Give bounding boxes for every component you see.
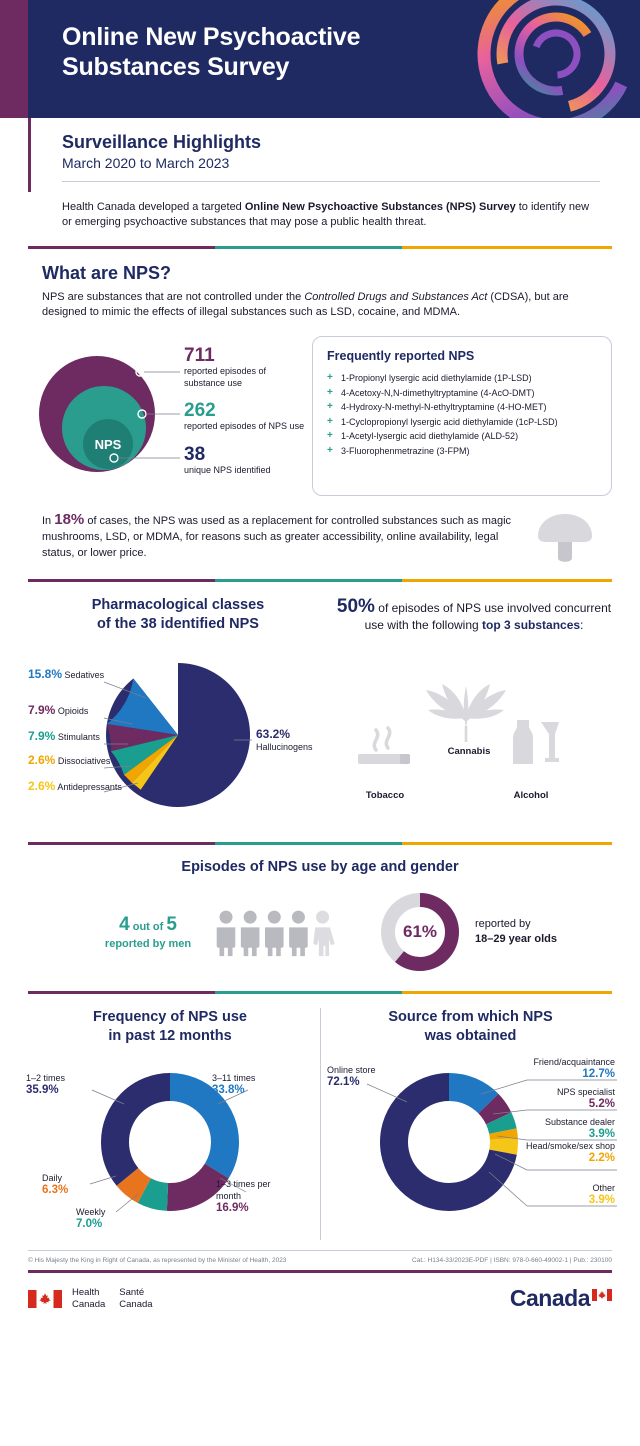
pharm-label-sedatives — [28, 668, 104, 681]
freq-label-daily — [42, 1172, 68, 1196]
bottom-charts-row — [0, 994, 640, 1240]
pharm-title-c: identified NPS — [156, 616, 259, 632]
section-divider-3 — [28, 842, 612, 845]
pharm-title-a: of the — [97, 616, 141, 632]
freq-label-3-11-times — [212, 1072, 255, 1096]
pharm-name-hallucinogens: Hallucinogens — [256, 742, 313, 752]
freq-box-list — [327, 371, 597, 458]
what-are-nps-body — [42, 290, 600, 320]
freq-name-1-2: 1–2 times — [26, 1073, 66, 1083]
intro-text-b: to identify new or emerging psychoactive substances that may pose a public health threat. — [62, 201, 590, 228]
source-title-1: Source from which NPS — [388, 1009, 553, 1025]
stat-label: unique NPS identified — [184, 464, 271, 475]
frequency-chart-block — [20, 1008, 320, 1240]
pharm-label-dissociatives — [28, 754, 110, 767]
pharm-name-antidepressants: Antidepressants — [57, 782, 122, 792]
intro-text-a: Health Canada developed a targeted — [62, 201, 245, 213]
freq-label-monthly — [216, 1178, 286, 1214]
header-accent-bar — [0, 0, 28, 118]
person-icon-light — [313, 911, 334, 957]
person-icon — [265, 911, 284, 957]
pharm-title-count: 38 — [140, 616, 157, 632]
person-icon — [289, 911, 308, 957]
mushroom-icon — [528, 506, 602, 570]
footer-meta — [0, 1251, 640, 1264]
source-label-specialist — [507, 1086, 615, 1110]
concurrent-text-a: of episodes of NPS use involved concurrent use with the following — [364, 601, 612, 632]
men-ratio-label: reported by men — [104, 938, 192, 950]
page-title: Online New Psychoactive Substances Survey — [62, 23, 361, 81]
pharm-value-hallucinogens: 63.2% — [256, 727, 291, 741]
freq-name-monthly: 1–3 times per month — [216, 1179, 271, 1201]
pharm-name-opioids: Opioids — [57, 706, 89, 716]
list-item: + 1-Acetyl-lysergic acid diethylamide (ALD-52) — [327, 429, 597, 444]
source-value-specialist: 5.2% — [588, 1098, 615, 1110]
date-range: March 2020 to March 2023 — [62, 155, 230, 171]
frequently-reported-nps-box — [312, 336, 612, 496]
pharm-label-stimulants — [28, 730, 100, 743]
nps-body-b: (CDSA), but are designed to mimic the effects of illegal substances such as LSD, cocaine, and MDMA. — [42, 291, 569, 318]
source-name-specialist: NPS specialist — [556, 1087, 615, 1097]
subtitle-band — [0, 118, 640, 192]
canada-wordmark-flag-icon — [592, 1289, 612, 1301]
freq-name-daily: Daily — [42, 1173, 63, 1183]
source-value-dealer: 3.9% — [588, 1128, 615, 1140]
replacement-percent: 18% — [54, 511, 85, 528]
pharm-label-antidepressants — [28, 780, 122, 793]
freq-value-daily: 6.3% — [42, 1184, 69, 1196]
pharm-pie-chart — [28, 640, 328, 830]
frequency-donut-chart — [20, 1050, 320, 1240]
pharm-value-antidepressants: 2.6% — [28, 779, 56, 793]
freq-name-3-11: 3–11 times — [212, 1073, 256, 1083]
divider — [62, 181, 600, 182]
stat-nps-use — [184, 401, 306, 433]
source-value-friend: 12.7% — [582, 1068, 615, 1080]
source-chart-block — [320, 1008, 620, 1240]
canada-wordmark-text: Canada — [509, 1285, 590, 1311]
age-gender-section — [0, 859, 640, 975]
subtitle: Surveillance Highlights — [62, 132, 262, 152]
list-item: + 1-Propionyl lysergic acid diethylamide (1P-LSD) — [327, 371, 597, 386]
venn-stats — [184, 336, 306, 496]
replacement-prefix: In — [42, 515, 55, 527]
health-canada-signature — [28, 1287, 153, 1311]
freq-label-1-2-times — [26, 1072, 65, 1096]
stat-substance-use — [184, 346, 306, 389]
venn-stats-row — [34, 336, 612, 496]
age-gender-title: Episodes of NPS use by age and gender — [181, 859, 459, 875]
concurrent-heading — [336, 598, 612, 634]
list-item: + 4-Hydroxy-N-methyl-N-ethyltryptamine (4-HO-MET) — [327, 400, 597, 415]
replacement-text: of cases, the NPS was used as a replacement for controlled substances such as magic mushrooms, LSD, or MDMA, for reasons such as greater accessibility, online availability, legal status, or lower price. — [42, 515, 512, 559]
source-title — [321, 1008, 620, 1046]
pharm-label-hallucinogens — [256, 728, 328, 753]
source-name-online: Online store — [327, 1065, 376, 1075]
pharm-name-sedatives: Sedatives — [64, 670, 105, 680]
source-label-dealer — [507, 1116, 615, 1140]
pharm-column — [28, 596, 328, 830]
freq-box-title: Frequently reported NPS — [327, 349, 475, 363]
health-canada-wordmark — [72, 1287, 153, 1311]
pharm-value-dissociatives: 2.6% — [28, 753, 56, 767]
swirl-graphic — [464, 0, 634, 118]
canada-wordmark — [510, 1285, 612, 1312]
freq-label-weekly — [76, 1206, 105, 1230]
footer-copyright: © His Majesty the King in Right of Canada, as represented by the Minister of Health, 2023 — [28, 1257, 287, 1264]
freq-name-weekly: Weekly — [76, 1207, 106, 1217]
freq-value-3-11: 33.8% — [212, 1084, 245, 1096]
caption-tobacco: Tobacco — [365, 790, 405, 801]
stat-label: reported episodes of substance use — [184, 366, 267, 388]
freq-value-1-2: 35.9% — [26, 1084, 59, 1096]
source-name-dealer: Substance dealer — [544, 1117, 615, 1127]
concurrent-column — [328, 596, 612, 830]
freq-value-monthly: 16.9% — [216, 1202, 249, 1214]
source-value-online: 72.1% — [327, 1076, 360, 1088]
men-num-2: 5 — [166, 914, 177, 935]
source-name-shop: Head/smoke/sex shop — [525, 1141, 615, 1151]
footer-branding — [0, 1273, 640, 1312]
source-value-other: 3.9% — [588, 1194, 615, 1206]
pharm-title-line1: Pharmacological classes — [91, 597, 265, 613]
list-item: + 4-Acetoxy-N,N-dimethyltryptamine (4-AcO-DMT) — [327, 386, 597, 401]
what-are-nps-title: What are NPS? — [42, 263, 172, 283]
hc-french: Santé Canada — [119, 1286, 153, 1310]
stat-label: reported episodes of NPS use — [184, 421, 305, 431]
intro-paragraph — [62, 200, 600, 230]
caption-alcohol: Alcohol — [513, 790, 549, 801]
replacement-paragraph — [42, 512, 612, 561]
section-divider-1 — [28, 246, 612, 249]
age-donut-note — [475, 917, 557, 947]
source-value-shop: 2.2% — [588, 1152, 615, 1164]
person-icon — [217, 911, 236, 957]
pharm-label-opioids — [28, 704, 88, 717]
source-label-other — [507, 1182, 615, 1206]
what-are-nps-section — [0, 263, 640, 496]
person-icon — [241, 911, 260, 957]
cdsa-act-name: Controlled Drugs and Substances Act — [304, 291, 488, 303]
stat-value: 711 — [184, 345, 215, 366]
age-donut-value: 61% — [403, 922, 438, 941]
frequency-title-2: in past 12 months — [108, 1028, 232, 1044]
source-label-online-store — [327, 1064, 376, 1088]
age-note-b: 18–29 year olds — [475, 933, 557, 945]
source-label-friend — [507, 1056, 615, 1080]
concurrent-substances — [336, 640, 612, 805]
men-ratio-line — [83, 914, 213, 936]
source-label-shop — [507, 1140, 615, 1164]
alcohol-icon — [513, 720, 559, 764]
cannabis-icon — [426, 684, 506, 742]
page-header — [0, 0, 640, 118]
stat-value: 38 — [184, 443, 206, 465]
concurrent-percent: 50% — [336, 596, 375, 617]
caption-cannabis: Cannabis — [447, 746, 491, 757]
stat-value: 262 — [184, 400, 216, 421]
canada-flag-icon — [28, 1290, 62, 1308]
stat-unique-nps — [184, 445, 306, 477]
pharm-concurrent-row — [0, 582, 640, 830]
hc-english: Health Canada — [72, 1286, 106, 1310]
venn-diagram — [34, 336, 184, 496]
concurrent-text-c: : — [580, 618, 584, 632]
men-ratio — [83, 914, 213, 950]
freq-value-weekly: 7.0% — [76, 1218, 103, 1230]
footer-catalogue: Cat.: H134-33/2023E-PDF | ISBN: 978-0-660-49002-1 | Pub.: 230100 — [412, 1257, 612, 1264]
intro-survey-name: Online New Psychoactive Substances (NPS) Survey — [244, 201, 516, 213]
age-donut-chart — [377, 889, 463, 975]
pharm-value-opioids: 7.9% — [28, 703, 56, 717]
source-title-2: was obtained — [424, 1028, 517, 1044]
concurrent-text-b: top 3 substances — [482, 618, 581, 632]
pharm-title — [28, 596, 328, 634]
subtitle-accent — [28, 118, 31, 192]
source-name-other: Other — [592, 1183, 615, 1193]
pharm-name-dissociatives: Dissociatives — [57, 756, 111, 766]
source-donut-chart — [321, 1050, 620, 1240]
age-gender-row — [0, 889, 640, 975]
pharm-value-sedatives: 15.8% — [28, 667, 63, 681]
list-item: + 1-Cyclopropionyl lysergic acid diethylamide (1cP-LSD) — [327, 415, 597, 430]
men-num-1: 4 — [119, 914, 130, 935]
pharm-value-stimulants: 7.9% — [28, 729, 56, 743]
frequency-title-1: Frequency of NPS use — [93, 1009, 247, 1025]
age-note-a: reported by — [475, 918, 531, 930]
pharm-name-stimulants: Stimulants — [57, 732, 100, 742]
list-item: + 3-Fluorophenmetrazine (3-FPM) — [327, 444, 597, 459]
frequency-title — [20, 1008, 320, 1046]
men-mid: out of — [129, 921, 167, 933]
source-name-friend: Friend/acquaintance — [533, 1057, 615, 1067]
nps-body-a: NPS are substances that are not controlled under the — [42, 291, 305, 303]
tobacco-icon — [358, 728, 410, 764]
svg-text:NPS: NPS — [94, 437, 122, 452]
people-pictogram — [213, 906, 343, 958]
